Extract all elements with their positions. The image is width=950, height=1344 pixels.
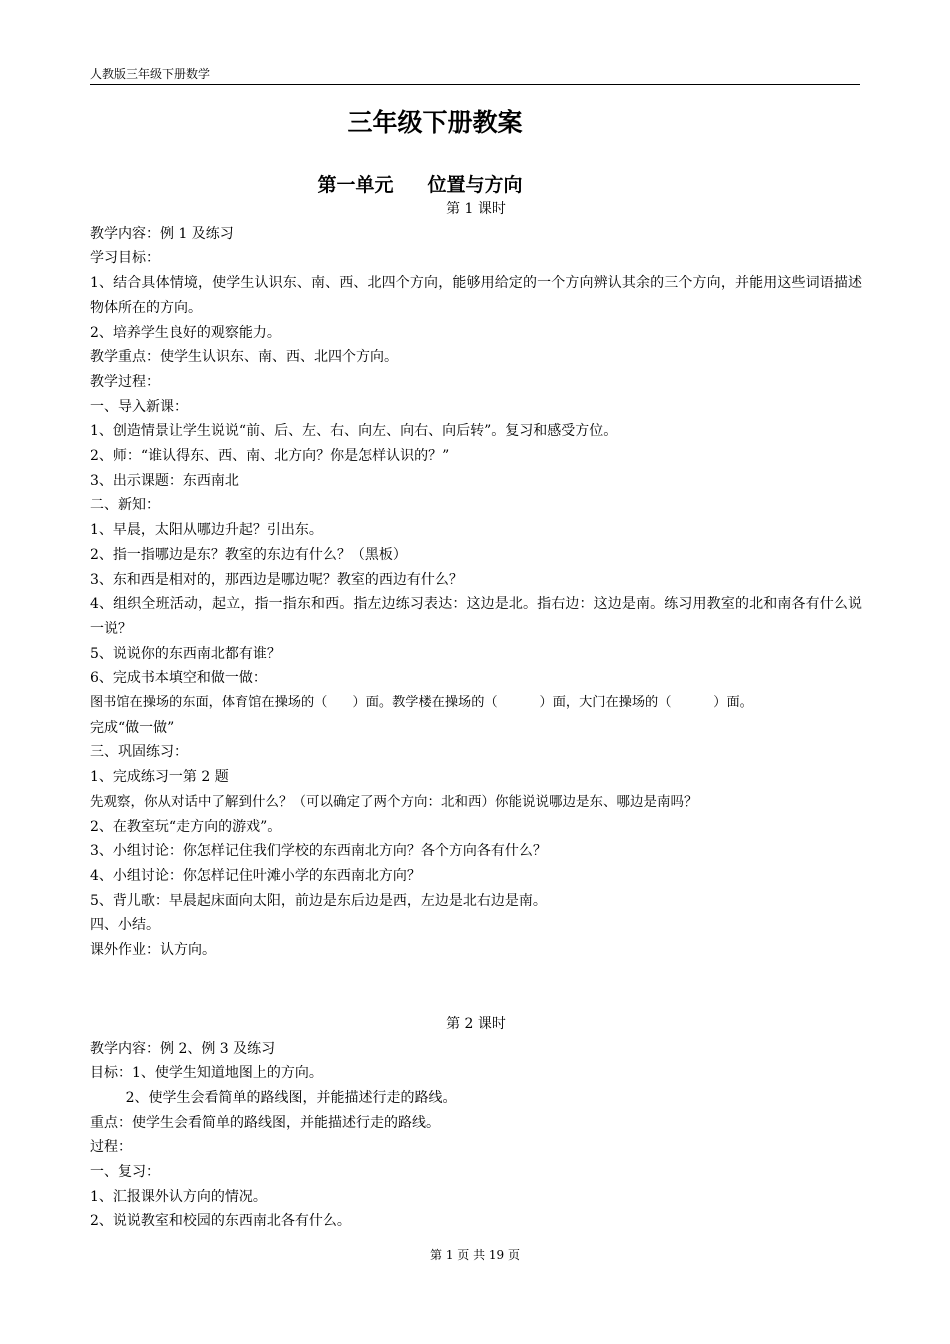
document-title: 三年级下册教案 — [347, 108, 523, 137]
paragraph: 教学过程： — [90, 373, 160, 390]
paragraph: 教学内容：例 1 及练习 — [90, 225, 234, 242]
paragraph: 3、小组讨论：你怎样记住我们学校的东西南北方向？各个方向各有什么？ — [90, 843, 547, 860]
paragraph: 一、复习： — [90, 1164, 160, 1181]
paragraph: 过程： — [90, 1139, 132, 1156]
lesson-content — [90, 197, 862, 1234]
paragraph: 6、完成书本填空和做一做： — [90, 670, 267, 687]
running-header: 人教版三年级下册数学 — [90, 66, 860, 85]
fill-in-exercise: 图书馆在操场的东面，体育馆在操场的（ ）面。教学楼在操场的（ ）面，大门在操场的（ ）面。 — [90, 695, 753, 711]
paragraph: 2、在教室玩“走方向的游戏”。 — [90, 818, 282, 835]
paragraph: 5、背儿歌：早晨起床面向太阳，前边是东后边是西，左边是北右边是南。 — [90, 892, 547, 909]
lesson2-heading: 第 2 课时 — [446, 1015, 506, 1032]
paragraph: 二、新知： — [90, 497, 160, 514]
paragraph: 三、巩固练习： — [90, 744, 188, 761]
paragraph: 2、培养学生良好的观察能力。 — [90, 324, 281, 341]
paragraph: 目标：1、使学生知道地图上的方向。 — [90, 1065, 323, 1082]
paragraph: 2、指一指哪边是东？教室的东边有什么？（黑板） — [90, 546, 407, 563]
paragraph: 4、小组讨论：你怎样记住叶滩小学的东西南北方向？ — [90, 867, 421, 884]
paragraph: 5、说说你的东西南北都有谁？ — [90, 645, 281, 662]
paragraph: 先观察，你从对话中了解到什么？（可以确定了两个方向：北和西）你能说说哪边是东、哪边是南吗？ — [90, 793, 698, 810]
paragraph: 课外作业：认方向。 — [90, 942, 216, 959]
paragraph: 一、导入新课： — [90, 398, 188, 415]
paragraph: 3、出示课题：东西南北 — [90, 472, 239, 489]
paragraph: 1、结合具体情境，使学生认识东、南、西、北四个方向，能够用给定的一个方向辨认其余的三个方向，并能用这些词语描述物体所在的方向。 — [90, 275, 862, 316]
paragraph: 重点：使学生会看简单的路线图，并能描述行走的路线。 — [90, 1114, 440, 1131]
paragraph: 3、东和西是相对的，那西边是哪边呢？教室的西边有什么？ — [90, 571, 463, 588]
lesson2-body — [90, 1037, 862, 1235]
paragraph: 1、创造情景让学生说说“前、后、左、右、向左、向右、向后转”。复习和感受方位。 — [90, 423, 618, 440]
unit-number: 第一单元 — [317, 174, 394, 196]
page-footer: 第 1 页 共 19 页 — [430, 1248, 520, 1262]
paragraph: 学习目标： — [90, 250, 160, 267]
paragraph: 2、师：“谁认得东、西、南、北方向？你是怎样认识的？” — [90, 448, 450, 465]
lesson1-heading: 第 1 课时 — [446, 201, 506, 217]
paragraph: 4、组织全班活动，起立，指一指东和西。指左边练习表达：这边是北。指右边：这边是南。练习用教室的北和南各有什么说一说？ — [90, 596, 862, 637]
paragraph: 1、汇报课外认方向的情况。 — [90, 1188, 267, 1205]
paragraph: 教学重点：使学生认识东、南、西、北四个方向。 — [90, 349, 398, 366]
paragraph: 完成“做一做” — [90, 719, 175, 736]
paragraph: 1、完成练习一第 2 题 — [90, 769, 229, 786]
paragraph: 教学内容：例 2、例 3 及练习 — [90, 1040, 276, 1057]
lesson1-body — [90, 222, 862, 963]
paragraph: 四、小结。 — [90, 917, 160, 934]
unit-name: 位置与方向 — [427, 174, 523, 196]
paragraph: 1、早晨，太阳从哪边升起？引出东。 — [90, 522, 323, 539]
paragraph: 2、使学生会看简单的路线图，并能描述行走的路线。 — [90, 1089, 457, 1106]
paragraph: 2、说说教室和校园的东西南北各有什么。 — [90, 1213, 351, 1230]
section-spacer — [90, 963, 862, 1012]
unit-heading — [0, 171, 840, 199]
